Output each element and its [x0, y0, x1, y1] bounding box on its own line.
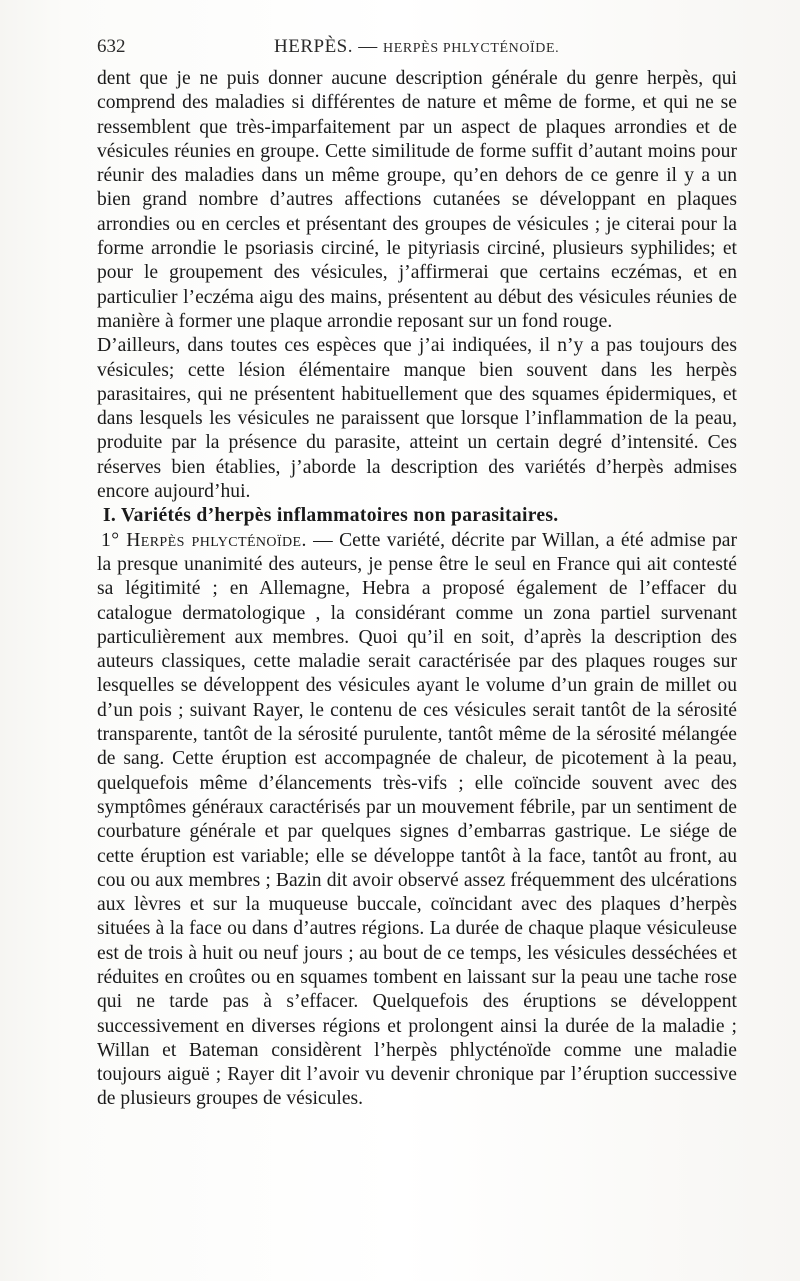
paragraph-continued: dent que je ne puis donner aucune description générale du genre herpès, qui comprend des maladies si différentes de nature et même de forme, et qui ne se ressemblent que très-imparfaitement par un aspect de plaques arrondies et de vésicules réunies en groupe. Cette similitude de forme suffit d’autant moins pour réunir des maladies dans un même groupe, qu’en dehors de ce genre il y a un bien grand nombre d’autres affections cutanées se développant en plaques arrondies ou en cercles et présentant des groupes de vésicules ; je citerai pour la forme arrondie le psoriasis circiné, le pityriasis circiné, plusieurs syphilides; et pour le groupement des vésicules, j’affirmerai que certains eczémas, et en particulier l’eczéma aigu des mains, présentent au début des vésicules réunies de manière à former une plaque arrondie reposant sur un fond rouge. [97, 68, 737, 332]
paragraph-body: — Cette variété, décrite par Willan, a été admise par la presque unanimité des auteurs, je pense être le seul en France qui ait contesté sa légitimité ; en Allemagne, Hebra a proposé également de l’effacer du catalogue dermatologique , la considérant comme un zona partiel survenant particulièrement aux membres. Quoi qu’il en soit, d’après la description des auteurs classiques, cette maladie serait caractérisée par des plaques rouges sur lesquelles se développent des vésicules ayant le volume d’un grain de millet ou d’un pois ; suivant Rayer, le contenu de ces vésicules serait tantôt de la sérosité transparente, tantôt de la sérosité purulente, tantôt même de la sérosité mélangée de sang. Cette éruption est accompagnée de chaleur, de picotement à la peau, quelquefois même d’élancements très-vifs ; elle coïncide souvent avec des symptômes généraux caractérisés par un mouvement fébrile, par un sentiment de courbature générale et par quelques signes d’embarras gastrique. Le siége de cette éruption est variable; elle se développe tantôt à la face, tantôt au front, au cou ou aux membres ; Bazin dit avoir observé assez fréquemment des ulcérations aux lèvres et sur la muqueuse buccale, coïncidant avec des plaques d’herpès situées à la face ou dans d’autres régions. La durée de chaque plaque vésiculeuse est de trois à huit ou neuf jours ; au bout de ce temps, les vésicules desséchées et réduites en croûtes ou en squames tombent en laissant sur la peau une tache rose qui ne tarde pas à s’effacer. Quelquefois des éruptions se développent successivement en diverses régions et prolongent ainsi la durée de la maladie ; Willan et Bateman considèrent l’herpès phlycténoïde comme une maladie toujours aiguë ; Rayer dit l’avoir vu devenir chronique par l’éruption successive de plusieurs groupes de vésicules. [97, 529, 737, 1110]
running-title-main: HERPÈS. — [274, 36, 378, 57]
running-title-sub: HERPÈS PHLYCTÉNOÏDE. [383, 41, 560, 56]
running-title [274, 33, 559, 63]
page-number: 632 [97, 36, 126, 57]
paragraph-herpes-phlyctenoide [97, 529, 737, 1112]
running-head [97, 33, 741, 61]
body-text [97, 67, 737, 1112]
paragraph: D’ailleurs, dans toutes ces espèces que j’ai indiquées, il n’y a pas toujours des vésicules; cette lésion élémentaire manque bien souvent dans les herpès parasitaires, qui ne présentent habituellement que des squames épidermiques, et dans lesquels les vésicules ne paraissent que lorsque l’inflammation de la peau, produite par la présence du parasite, atteint un certain degré d’intensité. Ces réserves bien établies, j’aborde la description des variétés d’herpès admises encore aujourd’hui. [97, 335, 737, 503]
section-heading: I. Variétés d’herpès inflammatoires non parasitaires. [103, 505, 559, 527]
paragraph-lead: 1° Herpès phlycténoïde. [101, 529, 307, 551]
